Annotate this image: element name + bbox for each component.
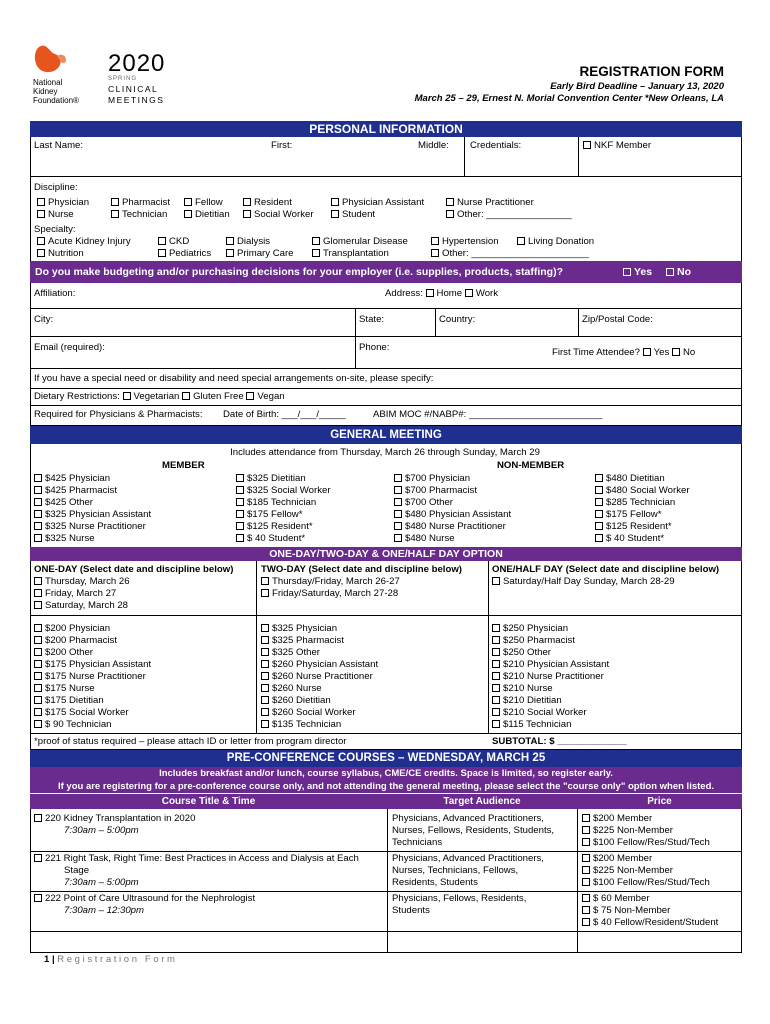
checkbox-icon[interactable]: [158, 237, 166, 245]
checkbox-icon[interactable]: [261, 672, 269, 680]
checkbox-icon[interactable]: [34, 660, 42, 668]
checkbox-icon[interactable]: [34, 814, 42, 822]
course-audience: Students: [392, 905, 430, 916]
two-day-price-option[interactable]: $325 Other: [261, 647, 320, 658]
last-name-field[interactable]: Last Name:: [34, 140, 84, 151]
checkbox-icon[interactable]: [236, 486, 244, 494]
checkbox-icon[interactable]: [582, 838, 590, 846]
course-title-cont: Stage: [64, 865, 90, 876]
nkf-logo-text: National Kidney Foundation®: [33, 78, 79, 105]
course-price-option[interactable]: $225 Non-Member: [582, 865, 673, 877]
course-price-option[interactable]: $ 75 Non-Member: [582, 905, 670, 917]
checkbox-icon[interactable]: [37, 210, 45, 218]
phone-field[interactable]: Phone:: [359, 342, 390, 353]
checkbox-icon[interactable]: [394, 534, 402, 542]
checkbox-icon[interactable]: [492, 648, 500, 656]
checkbox-icon[interactable]: [492, 636, 500, 644]
nonmember-price-option[interactable]: $480 Nurse: [394, 533, 455, 544]
half-day-price-option[interactable]: $210 Social Worker: [492, 707, 587, 718]
section-precon: PRE-CONFERENCE COURSES – WEDNESDAY, MARCH 25: [30, 750, 742, 767]
checkbox-icon[interactable]: [184, 198, 192, 206]
nonmember-label: NON-MEMBER: [497, 460, 565, 471]
checkbox-icon[interactable]: [492, 684, 500, 692]
general-includes: Includes attendance from Thursday, March 26 through Sunday, March 29: [230, 447, 540, 458]
checkbox-icon[interactable]: [426, 289, 434, 297]
one-day-price-option[interactable]: $200 Physician: [34, 623, 110, 634]
member-price-option[interactable]: $ 40 Student*: [236, 533, 305, 544]
checkbox-icon[interactable]: [261, 589, 269, 597]
course-price-option[interactable]: $ 60 Member: [582, 893, 650, 905]
first-name-field[interactable]: First:: [271, 140, 293, 151]
one-day-price-option[interactable]: $200 Pharmacist: [34, 635, 117, 646]
course-checkbox[interactable]: 221 Right Task, Right Time: Best Practices in Access and Dialysis at Each: [34, 853, 359, 865]
specialty-checkbox[interactable]: Glomerular Disease: [312, 236, 408, 248]
nonmember-price-option[interactable]: $700 Pharmacist: [394, 485, 477, 496]
checkbox-icon[interactable]: [111, 210, 119, 218]
two-day-price-option[interactable]: $325 Physician: [261, 623, 337, 634]
discipline-checkbox[interactable]: Nurse: [37, 209, 74, 221]
checkbox-icon[interactable]: [261, 708, 269, 716]
half-day-price-option[interactable]: $250 Pharmacist: [492, 635, 575, 646]
checkbox-icon[interactable]: [492, 660, 500, 668]
checkbox-icon[interactable]: [243, 198, 251, 206]
checkbox-icon[interactable]: [261, 636, 269, 644]
budget-no-checkbox[interactable]: No: [666, 261, 691, 283]
nonmember-price-option[interactable]: $480 Dietitian: [595, 473, 665, 484]
logo-year: 2020: [108, 50, 166, 77]
checkbox-icon[interactable]: [236, 474, 244, 482]
special-need-field[interactable]: If you have a special need or disability and need special arrangements on-site, please specify:: [34, 373, 434, 384]
checkbox-icon[interactable]: [492, 720, 500, 728]
checkbox-icon[interactable]: [158, 249, 166, 257]
one-day-price-option[interactable]: $200 Other: [34, 647, 93, 658]
member-price-option[interactable]: $425 Physician: [34, 473, 110, 484]
specialty-checkbox[interactable]: CKD: [158, 236, 189, 248]
checkbox-icon[interactable]: [446, 198, 454, 206]
checkbox-icon[interactable]: [261, 648, 269, 656]
checkbox-icon[interactable]: [431, 249, 439, 257]
checkbox-icon[interactable]: [34, 474, 42, 482]
checkbox-icon[interactable]: [34, 589, 42, 597]
checkbox-icon[interactable]: [643, 348, 651, 356]
checkbox-icon[interactable]: [236, 498, 244, 506]
half-day-price-option[interactable]: $250 Physician: [492, 623, 568, 634]
course-audience: Physicians, Fellows, Residents,: [392, 893, 527, 904]
checkbox-icon[interactable]: [595, 474, 603, 482]
two-day-price-option[interactable]: $325 Pharmacist: [261, 635, 344, 646]
checkbox-icon[interactable]: [394, 474, 402, 482]
precon-notice-line1: Includes breakfast and/or lunch, course syllabus, CME/CE credits. Space is limited, so register early.: [159, 768, 613, 779]
nonmember-price-option[interactable]: $480 Social Worker: [595, 485, 690, 496]
checkbox-icon[interactable]: [331, 198, 339, 206]
checkbox-icon[interactable]: [111, 198, 119, 206]
checkbox-icon[interactable]: [34, 648, 42, 656]
checkbox-icon[interactable]: [595, 522, 603, 530]
half-day-price-option[interactable]: $210 Physician Assistant: [492, 659, 609, 670]
course-audience: Technicians: [392, 837, 443, 848]
checkbox-icon[interactable]: [34, 854, 42, 862]
course-checkbox[interactable]: 220 Kidney Transplantation in 2020: [34, 813, 195, 825]
course-audience: Nurses, Technicians, Fellows,: [392, 865, 519, 876]
middle-name-field[interactable]: Middle:: [418, 140, 449, 151]
checkbox-icon[interactable]: [623, 268, 631, 276]
course-audience: Physicians, Advanced Practitioners,: [392, 853, 544, 864]
header-price: Price: [647, 796, 672, 807]
checkbox-icon[interactable]: [492, 624, 500, 632]
two-day-price-option[interactable]: $260 Nurse Practitioner: [261, 671, 373, 682]
two-day-price-option[interactable]: $260 Physician Assistant: [261, 659, 378, 670]
email-field[interactable]: Email (required):: [34, 342, 105, 353]
precon-table-header: [30, 794, 742, 809]
abim-field[interactable]: ABIM MOC #/NABP#: _________________________: [373, 409, 603, 420]
checkbox-icon[interactable]: [492, 696, 500, 704]
two-day-price-option[interactable]: $260 Dietitian: [261, 695, 331, 706]
two-day-price-option[interactable]: $260 Social Worker: [261, 707, 356, 718]
course-time: 7:30am – 5:00pm: [64, 877, 139, 888]
city-field[interactable]: City:: [34, 314, 54, 325]
course-price-option[interactable]: $ 40 Fellow/Resident/Student: [582, 917, 718, 929]
discipline-label: Discipline:: [34, 182, 78, 193]
half-day-price-option[interactable]: $210 Nurse Practitioner: [492, 671, 604, 682]
specialty-checkbox[interactable]: Nutrition: [37, 248, 84, 260]
two-day-price-option[interactable]: $135 Technician: [261, 719, 341, 730]
checkbox-icon[interactable]: [37, 198, 45, 206]
section-personal-info: PERSONAL INFORMATION: [30, 121, 742, 137]
checkbox-icon[interactable]: [492, 577, 500, 585]
zip-field[interactable]: Zip/Postal Code:: [582, 314, 653, 325]
discipline-checkbox[interactable]: Nurse Practitioner: [446, 197, 534, 209]
half-day-price-option[interactable]: $210 Dietitian: [492, 695, 562, 706]
checkbox-icon[interactable]: [226, 249, 234, 257]
checkbox-icon[interactable]: [666, 268, 674, 276]
two-day-date-option[interactable]: Thursday/Friday, March 26-27: [261, 576, 400, 587]
checkbox-icon[interactable]: [236, 510, 244, 518]
specialty-checkbox[interactable]: Dialysis: [226, 236, 270, 248]
checkbox-icon[interactable]: [34, 486, 42, 494]
member-price-option[interactable]: $325 Nurse: [34, 533, 95, 544]
checkbox-icon[interactable]: [243, 210, 251, 218]
discipline-checkbox[interactable]: Resident: [243, 197, 292, 209]
checkbox-icon[interactable]: [394, 498, 402, 506]
checkbox-icon[interactable]: [582, 866, 590, 874]
proof-note: *proof of status required – please attach ID or letter from program director: [34, 736, 347, 747]
one-day-price-option[interactable]: $175 Dietitian: [34, 695, 104, 706]
specialty-checkbox[interactable]: Living Donation: [517, 236, 594, 248]
course-price-option[interactable]: $200 Member: [582, 853, 652, 865]
checkbox-icon[interactable]: [123, 392, 131, 400]
nkf-logo-mark-icon: [33, 44, 69, 74]
member-price-option[interactable]: $325 Social Worker: [236, 485, 331, 496]
checkbox-icon[interactable]: [261, 720, 269, 728]
checkbox-icon[interactable]: [34, 510, 42, 518]
checkbox-icon[interactable]: [517, 237, 525, 245]
half-day-price-option[interactable]: $250 Other: [492, 647, 551, 658]
budget-yes-checkbox[interactable]: Yes: [623, 261, 652, 283]
checkbox-icon[interactable]: [34, 894, 42, 902]
checkbox-icon[interactable]: [261, 696, 269, 704]
one-day-price-option[interactable]: $175 Nurse Practitioner: [34, 671, 146, 682]
spring-clinical-logo: [108, 52, 168, 112]
checkbox-icon[interactable]: [312, 237, 320, 245]
section-general-meeting: GENERAL MEETING: [30, 426, 742, 444]
one-day-price-option[interactable]: $175 Social Worker: [34, 707, 129, 718]
checkbox-icon[interactable]: [582, 826, 590, 834]
one-day-title: ONE-DAY (Select date and discipline below): [34, 564, 234, 575]
two-day-price-option[interactable]: $260 Nurse: [261, 683, 322, 694]
header-audience: Target Audience: [443, 796, 521, 807]
specialty-checkbox[interactable]: Primary Care: [226, 248, 294, 260]
credentials-field[interactable]: Credentials:: [470, 140, 522, 151]
member-price-option[interactable]: $425 Other: [34, 497, 93, 508]
one-day-price-option[interactable]: $175 Physician Assistant: [34, 659, 151, 670]
budget-question: Do you make budgeting and/or purchasing decisions for your employer (i.e. supplies, products, staffing)?: [35, 266, 563, 278]
discipline-checkbox[interactable]: Social Worker: [243, 209, 314, 221]
nonmember-price-option[interactable]: $700 Physician: [394, 473, 470, 484]
checkbox-icon[interactable]: [37, 237, 45, 245]
half-day-price-option[interactable]: $115 Technician: [492, 719, 571, 730]
nonmember-price-option[interactable]: $700 Other: [394, 497, 453, 508]
checkbox-icon[interactable]: [582, 918, 590, 926]
member-price-option[interactable]: $325 Physician Assistant: [34, 509, 151, 520]
discipline-checkbox[interactable]: Other: ________________: [446, 209, 572, 221]
checkbox-icon[interactable]: [582, 878, 590, 886]
checkbox-icon[interactable]: [37, 249, 45, 257]
dates-venue-text: March 25 – 29, Ernest N. Morial Convention Center *New Orleans, LA: [414, 93, 724, 104]
specialty-checkbox[interactable]: Hypertension: [431, 236, 499, 248]
footer-label: R e g i s t r a t i o n F o r m: [57, 954, 175, 965]
checkbox-icon[interactable]: [595, 534, 603, 542]
checkbox-icon[interactable]: [595, 486, 603, 494]
checkbox-icon[interactable]: [34, 696, 42, 704]
logo-meetings: MEETINGS: [108, 95, 165, 105]
checkbox-icon[interactable]: [394, 486, 402, 494]
precon-notice: [30, 767, 742, 793]
checkbox-icon[interactable]: [34, 684, 42, 692]
checkbox-icon[interactable]: [34, 522, 42, 530]
affiliation-field[interactable]: Affiliation:: [34, 288, 76, 299]
checkbox-icon[interactable]: [34, 672, 42, 680]
first-time-attendee[interactable]: First Time Attendee? Yes No: [552, 347, 696, 358]
checkbox-icon[interactable]: [34, 636, 42, 644]
section-one-day: ONE-DAY/TWO-DAY & ONE/HALF DAY OPTION: [30, 547, 742, 561]
checkbox-icon[interactable]: [492, 672, 500, 680]
member-label: MEMBER: [162, 460, 205, 471]
checkbox-icon[interactable]: [312, 249, 320, 257]
one-day-price-option[interactable]: $175 Nurse: [34, 683, 95, 694]
checkbox-icon[interactable]: [261, 577, 269, 585]
subtotal-field[interactable]: SUBTOTAL: $ _____________: [492, 736, 627, 747]
address-field[interactable]: Address: Home Work: [385, 288, 499, 299]
page-title: REGISTRATION FORM: [579, 64, 724, 79]
nonmember-price-option[interactable]: $ 40 Student*: [595, 533, 664, 544]
two-day-title: TWO-DAY (Select date and discipline below): [261, 564, 462, 575]
discipline-checkbox[interactable]: Dietitian: [184, 209, 230, 221]
two-day-date-option[interactable]: Friday/Saturday, March 27-28: [261, 588, 398, 599]
specialty-checkbox[interactable]: Transplantation: [312, 248, 389, 260]
deadline-text: Early Bird Deadline – January 13, 2020: [550, 81, 724, 92]
checkbox-icon[interactable]: [182, 392, 190, 400]
nkf-logo: [33, 44, 93, 112]
budget-question-bar: [30, 261, 742, 283]
nonmember-price-option[interactable]: $175 Fellow*: [595, 509, 661, 520]
member-price-option[interactable]: $185 Technician: [236, 497, 316, 508]
checkbox-icon[interactable]: [246, 392, 254, 400]
checkbox-icon[interactable]: [595, 510, 603, 518]
course-audience: Physicians, Advanced Practitioners,: [392, 813, 544, 824]
nonmember-price-option[interactable]: $480 Nurse Practitioner: [394, 521, 506, 532]
specialty-checkbox[interactable]: Pediatrics: [158, 248, 211, 260]
state-field[interactable]: State:: [359, 314, 385, 325]
dietary-restrictions[interactable]: Dietary Restrictions: Vegetarian Gluten Free Vegan: [34, 391, 285, 402]
checkbox-icon[interactable]: [394, 510, 402, 518]
one-day-date-option[interactable]: Friday, March 27: [34, 588, 116, 599]
specialty-label: Specialty:: [34, 224, 76, 235]
header-course: Course Title & Time: [161, 796, 256, 807]
course-time: 7:30am – 12:30pm: [64, 905, 145, 916]
one-day-date-option[interactable]: Thursday, March 26: [34, 576, 130, 587]
nonmember-price-option[interactable]: $285 Technician: [595, 497, 675, 508]
checkbox-icon[interactable]: [34, 534, 42, 542]
checkbox-icon[interactable]: [331, 210, 339, 218]
checkbox-icon[interactable]: [236, 522, 244, 530]
checkbox-icon[interactable]: [34, 624, 42, 632]
page-number: 1: [44, 954, 50, 965]
dob-field[interactable]: Date of Birth: ___/___/_____: [223, 409, 346, 420]
specialty-checkbox[interactable]: Other: ______________________: [431, 248, 589, 260]
member-price-option[interactable]: $325 Dietitian: [236, 473, 306, 484]
logo-spring: SPRING: [108, 76, 138, 82]
precon-notice-line2: If you are registering for a pre-conference course only, and not attending the general meeting, please select the "course only" option when listed.: [57, 780, 715, 792]
checkbox-icon[interactable]: [226, 237, 234, 245]
checkbox-icon[interactable]: [34, 498, 42, 506]
nonmember-price-option[interactable]: $125 Resident*: [595, 521, 672, 532]
discipline-checkbox[interactable]: Pharmacist: [111, 197, 170, 209]
checkbox-icon[interactable]: [582, 854, 590, 862]
discipline-checkbox[interactable]: Technician: [111, 209, 167, 221]
specialty-checkbox[interactable]: Acute Kidney Injury: [37, 236, 131, 248]
checkbox-icon[interactable]: [394, 522, 402, 530]
checkbox-icon[interactable]: [261, 660, 269, 668]
course-audience: Nurses, Fellows, Residents, Students,: [392, 825, 555, 836]
course-price-option[interactable]: $200 Member: [582, 813, 652, 825]
course-price-option[interactable]: $225 Non-Member: [582, 825, 673, 837]
checkbox-icon[interactable]: [595, 498, 603, 506]
course-price-option[interactable]: $100 Fellow/Res/Stud/Tech: [582, 877, 710, 889]
member-price-option[interactable]: $125 Resident*: [236, 521, 313, 532]
one-day-price-option[interactable]: $ 90 Technician: [34, 719, 112, 730]
logo-clinical: CLINICAL: [108, 84, 159, 94]
course-price-option[interactable]: $100 Fellow/Res/Stud/Tech: [582, 837, 710, 849]
checkbox-icon[interactable]: [261, 624, 269, 632]
checkbox-icon[interactable]: [236, 534, 244, 542]
checkbox-icon[interactable]: [34, 577, 42, 585]
checkbox-icon[interactable]: [492, 708, 500, 716]
checkbox-icon[interactable]: [672, 348, 680, 356]
discipline-checkbox[interactable]: Fellow: [184, 197, 223, 209]
country-field[interactable]: Country:: [439, 314, 476, 325]
half-day-date-option[interactable]: Saturday/Half Day Sunday, March 28-29: [492, 576, 675, 587]
nkf-member-checkbox[interactable]: NKF Member: [583, 140, 651, 152]
nonmember-price-option[interactable]: $480 Physician Assistant: [394, 509, 511, 520]
footer: [44, 954, 175, 966]
course-checkbox[interactable]: 222 Point of Care Ultrasound for the Nephrologist: [34, 893, 255, 905]
checkbox-icon[interactable]: [261, 684, 269, 692]
member-price-option[interactable]: $175 Fellow*: [236, 509, 302, 520]
member-price-option[interactable]: $425 Pharmacist: [34, 485, 117, 496]
checkbox-icon[interactable]: [582, 906, 590, 914]
checkbox-icon[interactable]: [431, 237, 439, 245]
course-audience: Residents, Students: [392, 877, 478, 888]
required-physicians-label: Required for Physicians & Pharmacists:: [34, 409, 203, 420]
discipline-checkbox[interactable]: Student: [331, 209, 375, 221]
checkbox-icon[interactable]: [465, 289, 473, 297]
discipline-checkbox[interactable]: Physician Assistant: [331, 197, 424, 209]
checkbox-icon[interactable]: [582, 814, 590, 822]
half-day-title: ONE/HALF DAY (Select date and discipline below): [492, 564, 720, 575]
course-time: 7:30am – 5:00pm: [64, 825, 139, 836]
checkbox-icon[interactable]: [184, 210, 192, 218]
checkbox-icon[interactable]: [583, 141, 591, 149]
checkbox-icon[interactable]: [34, 720, 42, 728]
one-day-date-option[interactable]: Saturday, March 28: [34, 600, 128, 611]
footer-separator: |: [51, 954, 55, 965]
checkbox-icon[interactable]: [34, 601, 42, 609]
member-price-option[interactable]: $325 Nurse Practitioner: [34, 521, 146, 532]
checkbox-icon[interactable]: [582, 894, 590, 902]
discipline-checkbox[interactable]: Physician: [37, 197, 89, 209]
half-day-price-option[interactable]: $210 Nurse: [492, 683, 553, 694]
checkbox-icon[interactable]: [446, 210, 454, 218]
checkbox-icon[interactable]: [34, 708, 42, 716]
